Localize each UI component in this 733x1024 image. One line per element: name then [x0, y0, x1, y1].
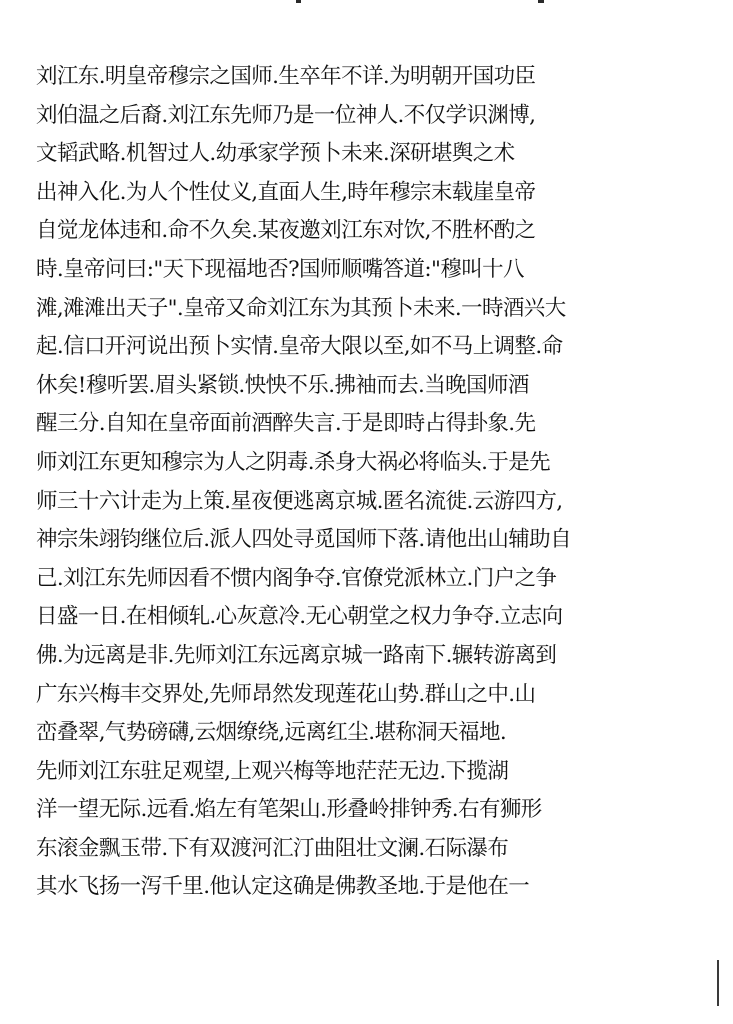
text-line: 峦叠翠,气势磅礴,云烟缭绕,远离红尘.堪称洞天福地.: [36, 720, 507, 746]
margin-stroke: [717, 960, 719, 1006]
text-line: 东滚金飘玉带.下有双渡河汇汀曲阻壮文澜.石际瀑布: [36, 835, 509, 861]
text-line: 洋一望无际.远看.焰左有笔架山.形叠岭排钟秀.右有狮形: [36, 797, 542, 823]
text-line: 刘伯温之后裔.刘江东先师乃是一位神人.不仅学识渊博,: [36, 102, 536, 128]
text-line: 师三十六计走为上策.星夜便逃离京城.匿名流徙.云游四方,: [36, 488, 563, 514]
text-line: 滩,滩滩出天子".皇帝又命刘江东为其预卜未来.一時酒兴大: [36, 295, 566, 321]
text-line: 己.刘江东先师因看不惯内阁争夺.官僚党派林立.门户之争: [36, 565, 557, 591]
text-line: 神宗朱翊钧继位后.派人四处寻觅国师下落.请他出山辅助自: [36, 527, 571, 553]
scan-edge-mark-right: [538, 0, 544, 3]
text-line: 自觉龙体违和.命不久矣.某夜邀刘江东对饮,不胜杯酌之: [36, 218, 536, 244]
text-line: 刘江东.明皇帝穆宗之国师.生卒年不详.为明朝开国功臣: [36, 64, 536, 89]
handwritten-text-block: [36, 58, 708, 907]
text-line: 先师刘江东驻足观望,上观兴梅等地茫茫无边.下揽湖: [36, 758, 509, 784]
text-line: 文韬武略.机智过人.幼承家学预卜未来.深研堪舆之术: [36, 141, 515, 167]
text-line: 其水飞扬一泻千里.他认定这确是佛教圣地.于是他在一: [36, 874, 530, 900]
text-line: 起.信口开河说出预卜实情.皇帝大限以至,如不马上调整.命: [36, 334, 563, 360]
text-line: 广东兴梅丰交界处,先师昂然发现莲花山势.群山之中.山: [36, 681, 536, 707]
text-line: 佛.为远离是非.先师刘江东远离京城一路南下.辗转游离到: [36, 642, 557, 668]
text-line: 時.皇帝问曰:"天下现福地否?国师顺嘴答道:"穆叫十八: [36, 256, 524, 282]
scan-edge-mark-left: [296, 0, 301, 3]
text-line: 师刘江东更知穆宗为人之阴毒.杀身大祸必将临头.于是先: [36, 449, 551, 475]
text-line: 日盛一日.在相倾轧.心灰意冷.无心朝堂之权力争夺.立志向: [36, 604, 563, 630]
text-line: 醒三分.自知在皇帝面前酒醉失言.于是即時占得卦象.先: [36, 411, 536, 437]
text-line: 出神入化.为人个性仗义,直面人生,時年穆宗末载崖皇帝: [36, 179, 536, 205]
text-line: 休矣!穆听罢.眉头紧锁.怏怏不乐.拂袖而去.当晚国师酒: [36, 372, 529, 398]
